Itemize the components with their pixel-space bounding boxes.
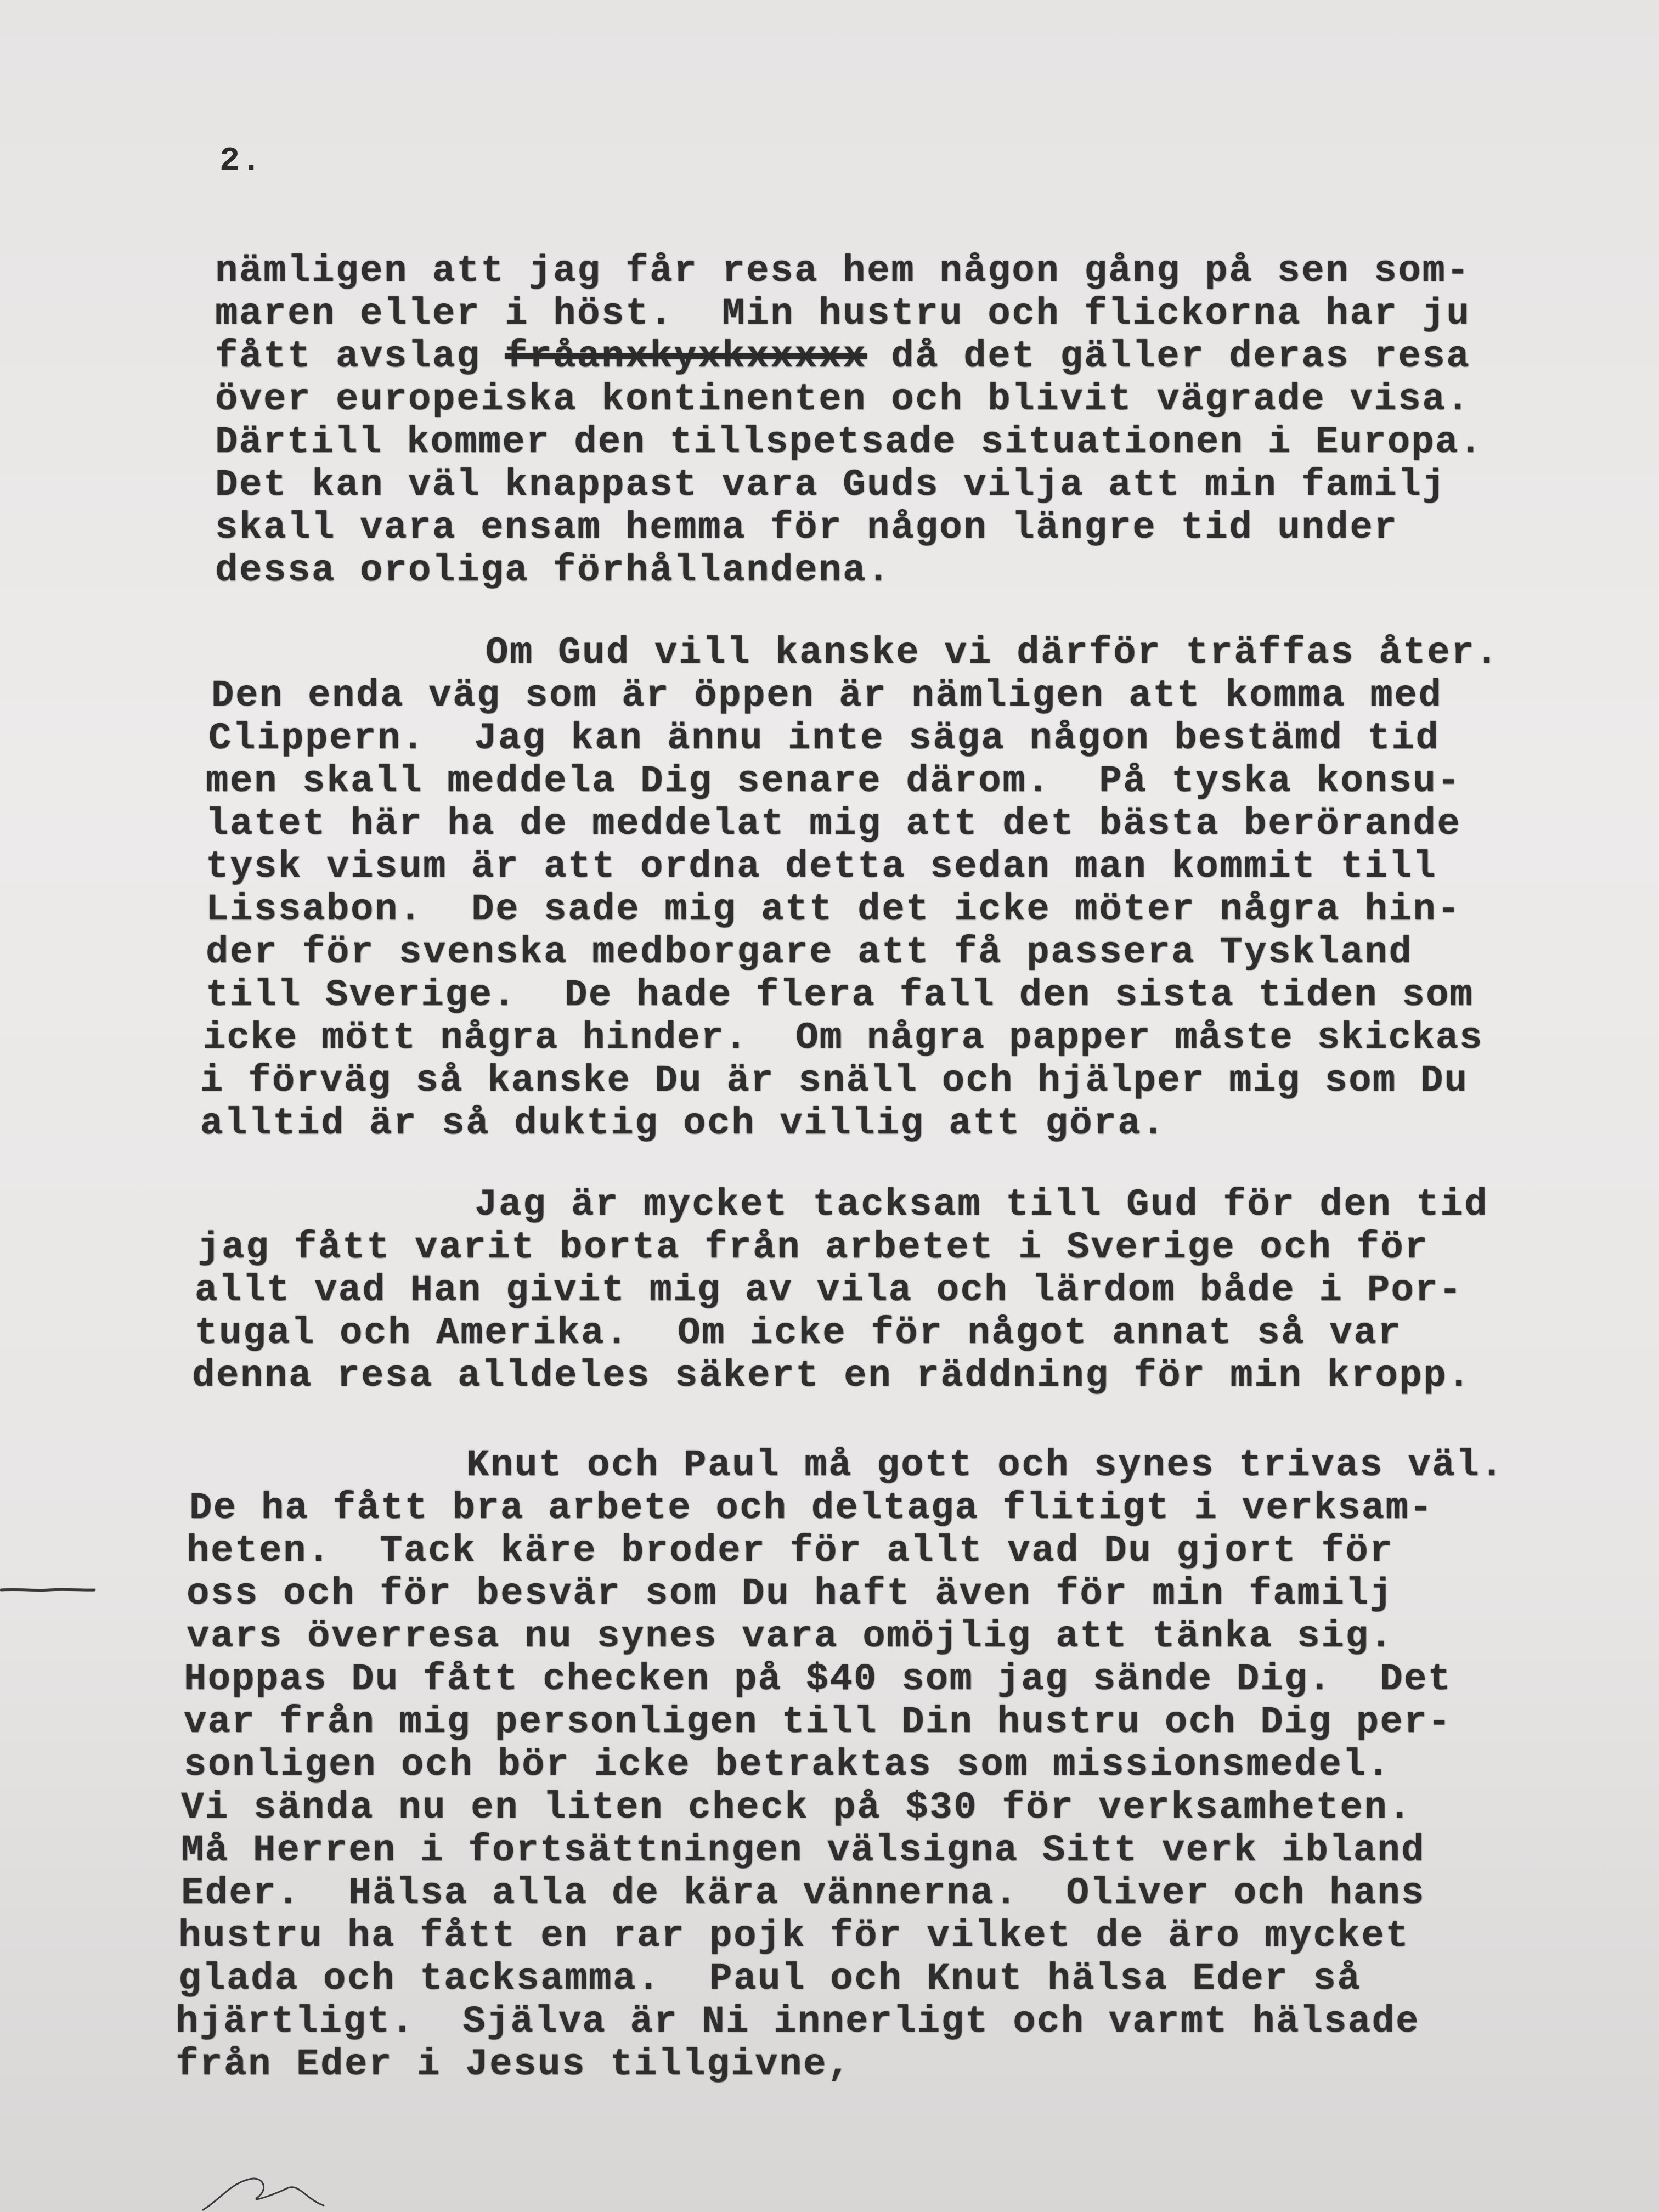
text-line: oss och för besvär som Du haft även för min familj (187, 1572, 1394, 1615)
text-line: Jag är mycket tacksam till Gud för den tid (475, 1183, 1489, 1226)
text-line: allt vad Han givit mig av vila och lärdom både i Por- (195, 1269, 1463, 1312)
text-line: der för svenska medborgare att få passera Tyskland (206, 931, 1413, 974)
text-line: denna resa alldeles säkert en räddning för min kropp. (192, 1355, 1472, 1397)
text-line: var från mig personligen till Din hustru och Dig per- (184, 1701, 1452, 1743)
text-line: till Sverige. De hade flera fall den sista tiden som (206, 974, 1474, 1017)
text-line: i förväg så kanske Du är snäll och hjälper mig som Du (200, 1059, 1469, 1102)
text-line: Lissabon. De sade mig att det icke möter några hin- (206, 888, 1462, 931)
text-line: hustru ha fått en rar pojk för vilket de äro mycket (178, 1915, 1410, 1957)
text-line: jag fått varit borta från arbetet i Sverige och för (198, 1226, 1429, 1269)
text-line: hjärtligt. Själva är Ni innerligt och varmt hälsade (176, 2000, 1420, 2043)
text-line: men skall meddela Dig senare därom. På tyska konsu- (206, 760, 1462, 803)
text-fragment: fått avslag (215, 335, 505, 378)
text-line: över europeiska kontinenten och blivit vägrade visa. (215, 378, 1471, 421)
text-line: sonligen och bör icke betraktas som missionsmedel. (184, 1743, 1391, 1786)
text-line: skall vara ensam hemma för någon längre tid under (215, 506, 1398, 549)
text-line: Knut och Paul må gott och synes trivas väl. (466, 1444, 1505, 1487)
text-line: latet här ha de meddelat mig att det bästa berörande (206, 803, 1462, 845)
text-line: Clippern. Jag kan ännu inte säga någon bestämd tid (208, 717, 1440, 760)
handwritten-signature (198, 2167, 329, 2212)
text-line: Den enda väg som är öppen är nämligen att komma med (211, 674, 1443, 717)
text-line: nämligen att jag får resa hem någon gång på sen som- (215, 250, 1471, 292)
text-line: Eder. Hälsa alla de kära vännerna. Oliver och hans (181, 1872, 1425, 1915)
text-fragment: då det gäller deras resa (867, 335, 1471, 378)
text-line: från Eder i Jesus tillgivne, (176, 2043, 852, 2086)
text-line: heten. Tack käre broder för allt vad Du gjort för (187, 1530, 1394, 1572)
text-line: Därtill kommer den tillspetsade situationen i Europa. (215, 421, 1483, 464)
text-line: Må Herren i fortsättningen välsigna Sitt verk ibland (181, 1829, 1425, 1872)
text-line: tysk visum är att ordna detta sedan man kommit till (206, 845, 1437, 888)
text-line: icke mött några hinder. Om några papper måste skickas (203, 1017, 1483, 1059)
text-line: De ha fått bra arbete och deltaga flitigt i verksam- (189, 1487, 1434, 1530)
text-line: alltid är så duktig och villig att göra. (200, 1102, 1166, 1145)
text-line: Hoppas Du fått checken på $40 som jag sände Dig. Det (184, 1658, 1452, 1701)
margin-pen-mark (0, 1585, 96, 1594)
text-line: maren eller i höst. Min hustru och flickorna har ju (215, 292, 1471, 335)
text-line: Om Gud vill kanske vi därför träffas åter. (486, 631, 1500, 674)
text-line (215, 335, 1470, 378)
text-line: Det kan väl knappast vara Guds vilja att min familj (215, 464, 1447, 506)
text-line: glada och tacksamma. Paul och Knut hälsa Eder så (178, 1957, 1362, 2000)
page-number: 2. (219, 142, 263, 180)
text-line: vars överresa nu synes vara omöjlig att tänka sig. (187, 1615, 1394, 1658)
text-line: tugal och Amerika. Om icke för något annat så var (195, 1312, 1402, 1355)
struck-out-text: fråanxkyxkxxxxx (505, 335, 867, 378)
text-line: Vi sända nu en liten check på $30 för verksamheten. (181, 1786, 1413, 1829)
text-line: dessa oroliga förhållandena. (215, 549, 891, 592)
